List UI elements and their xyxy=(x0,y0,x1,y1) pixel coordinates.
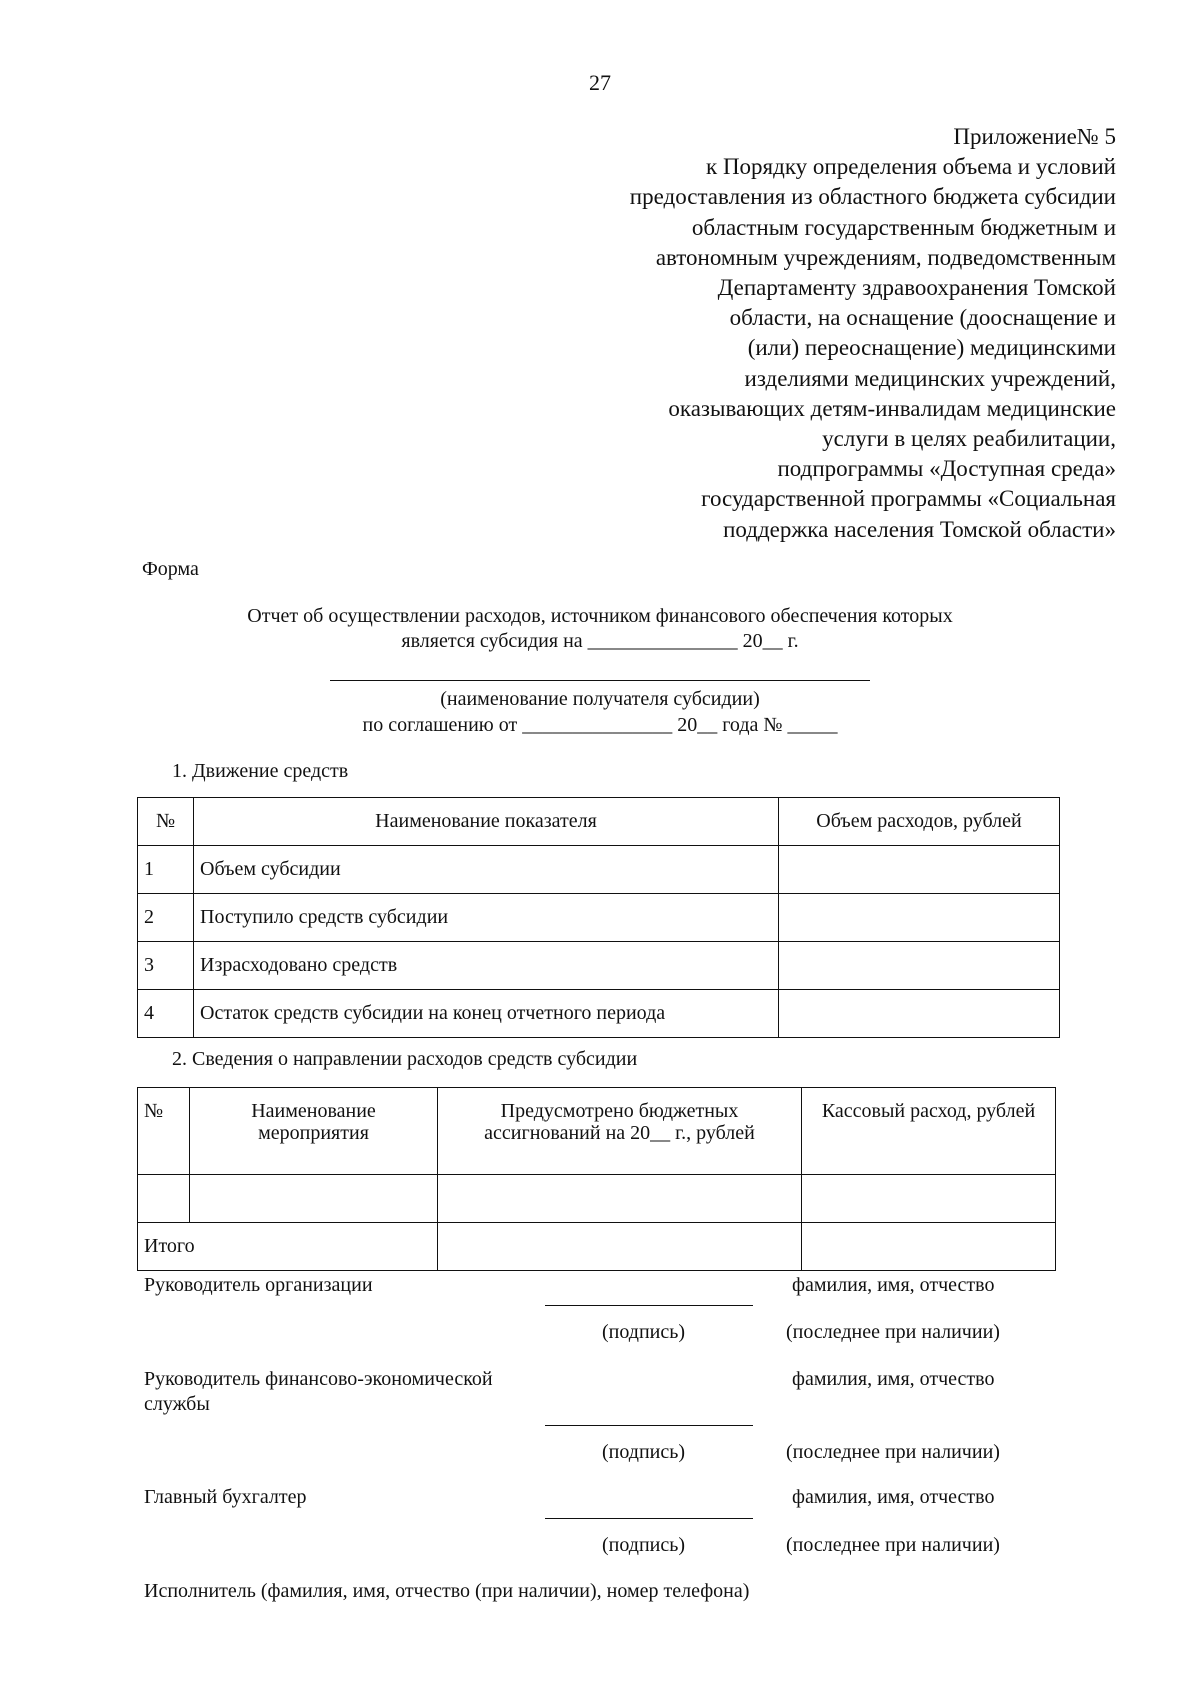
appendix-line: (или) переоснащение) медицинскими xyxy=(747,335,1116,361)
report-title-line: является субсидия на _______________ 20__ г. xyxy=(401,630,799,652)
cell xyxy=(438,1175,802,1223)
cell xyxy=(802,1223,1056,1271)
row-num: 4 xyxy=(138,990,194,1038)
recipient-caption: (наименование получателя субсидии) xyxy=(440,688,760,710)
appendix-line: оказывающих детям-инвалидам медицинские xyxy=(668,395,1116,421)
row-num: 3 xyxy=(138,942,194,990)
signature-note-caption: (последнее при наличии) xyxy=(786,1534,1000,1556)
row-name: Остаток средств субсидии на конец отчетного периода xyxy=(194,990,779,1038)
signature-name-caption: фамилия, имя, отчество xyxy=(792,1274,995,1296)
signature-sign-caption: (подпись) xyxy=(602,1441,686,1463)
appendix-line: государственной программы «Социальная xyxy=(701,486,1116,512)
signature-name-caption: фамилия, имя, отчество xyxy=(792,1368,995,1390)
report-title xyxy=(0,604,1200,654)
row-value xyxy=(779,894,1060,942)
cell xyxy=(438,1223,802,1271)
row-name: Объем субсидии xyxy=(194,846,779,894)
appendix-line: к Порядку определения объема и условий xyxy=(706,154,1116,180)
row-value xyxy=(779,990,1060,1038)
header-num: № xyxy=(138,1088,190,1175)
table-row xyxy=(138,942,1060,990)
section1-title: 1. Движение средств xyxy=(172,760,349,782)
appendix-line: изделиями медицинских учреждений, xyxy=(744,365,1116,391)
table-row xyxy=(138,846,1060,894)
agreement-line: по соглашению от _______________ 20__ года № _____ xyxy=(362,714,838,736)
header-cash: Кассовый расход, рублей xyxy=(802,1088,1056,1175)
form-label: Форма xyxy=(142,558,199,580)
row-num: 1 xyxy=(138,846,194,894)
signature-sign-caption: (подпись) xyxy=(602,1534,686,1556)
signature-sign-caption: (подпись) xyxy=(602,1321,686,1343)
row-num: 2 xyxy=(138,894,194,942)
cell xyxy=(802,1175,1056,1223)
table-row xyxy=(138,990,1060,1038)
signature-note-caption: (последнее при наличии) xyxy=(786,1321,1000,1343)
signature-line xyxy=(545,1518,753,1519)
table-row xyxy=(138,894,1060,942)
header-indicator: Наименование показателя xyxy=(194,798,779,846)
appendix-line: области, на оснащение (дооснащение и xyxy=(729,305,1116,331)
appendix-line: Департаменту здравоохранения Томской xyxy=(717,275,1116,301)
signature-role-line2: службы xyxy=(144,1393,210,1415)
expense-directions-table xyxy=(137,1087,1056,1271)
row-value xyxy=(779,846,1060,894)
funds-movement-table xyxy=(137,797,1060,1038)
table-header-row xyxy=(138,798,1060,846)
header-event-name: Наименование мероприятия xyxy=(190,1088,438,1175)
header-amount: Объем расходов, рублей xyxy=(779,798,1060,846)
table-header-row xyxy=(138,1088,1056,1175)
total-row xyxy=(138,1223,1056,1271)
row-name: Израсходовано средств xyxy=(194,942,779,990)
signature-role: Руководитель финансово-экономической xyxy=(144,1368,493,1390)
signature-line xyxy=(545,1305,753,1306)
signature-role: Руководитель организации xyxy=(144,1274,373,1296)
row-name: Поступило средств субсидии xyxy=(194,894,779,942)
appendix-line: услуги в целях реабилитации, xyxy=(822,426,1116,452)
appendix-line: предоставления из областного бюджета субсидии xyxy=(629,184,1116,210)
appendix-line: автономным учреждениям, подведомственным xyxy=(655,244,1116,270)
signature-line xyxy=(545,1425,753,1426)
appendix-header xyxy=(476,122,1116,545)
appendix-line: областным государственным бюджетным и xyxy=(691,214,1116,240)
cell xyxy=(190,1175,438,1223)
row-value xyxy=(779,942,1060,990)
signature-role: Главный бухгалтер xyxy=(144,1486,307,1508)
cell xyxy=(138,1175,190,1223)
recipient-caption-block xyxy=(0,686,1200,738)
recipient-name-line xyxy=(330,680,870,681)
header-num: № xyxy=(138,798,194,846)
total-label: Итого xyxy=(138,1223,438,1271)
executor-line: Исполнитель (фамилия, имя, отчество (при наличии), номер телефона) xyxy=(144,1580,750,1602)
signature-note-caption: (последнее при наличии) xyxy=(786,1441,1000,1463)
page-number: 27 xyxy=(589,70,611,95)
report-title-line: Отчет об осуществлении расходов, источником финансового обеспечения которых xyxy=(247,605,953,627)
appendix-line: подпрограммы «Доступная среда» xyxy=(777,456,1116,482)
appendix-line: Приложение№ 5 xyxy=(953,124,1116,149)
header-planned: Предусмотрено бюджетных ассигнований на 20__ г., рублей xyxy=(438,1088,802,1175)
signature-name-caption: фамилия, имя, отчество xyxy=(792,1486,995,1508)
table-row xyxy=(138,1175,1056,1223)
appendix-line: поддержка населения Томской области» xyxy=(723,516,1116,542)
section2-title: 2. Сведения о направлении расходов средств субсидии xyxy=(172,1048,638,1070)
